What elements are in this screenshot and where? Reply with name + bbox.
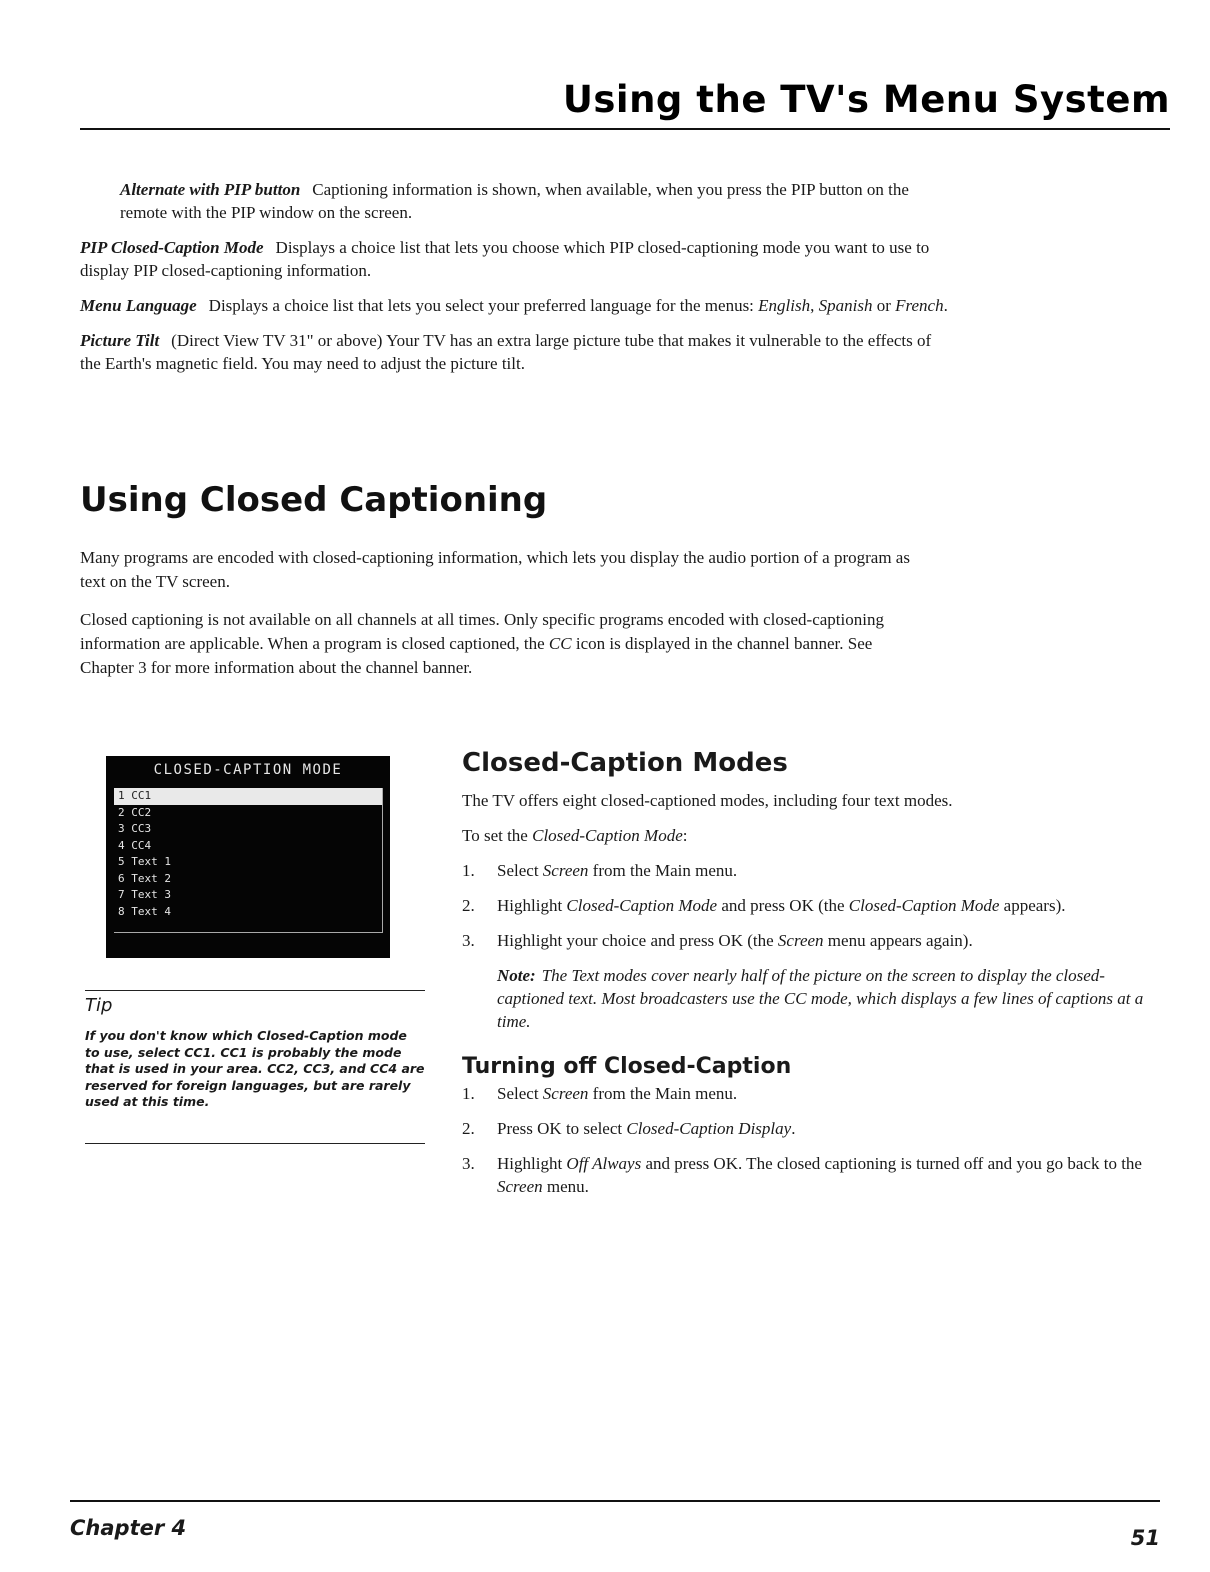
note-text: The Text modes cover nearly half of the picture on the screen to display the closed-captioned text. Most broadcasters use the CC mode, which displays a few lines of captions at a time. [497,966,1144,1031]
language-english: English [758,296,811,315]
page-header [80,78,1170,130]
step-text: menu. [542,1177,589,1196]
menu-title: CLOSED-CAPTION MODE [153,762,343,778]
step-number: 3. [462,1154,475,1173]
menu-item-text2[interactable]: 6 Text 2 [118,871,171,885]
definition-text: Displays a choice list that lets you choose which PIP closed-captioning mode you want to use to display PIP closed-captioning information. [80,238,930,280]
step-term: Screen [542,1084,589,1103]
tip-text: If you don't know which Closed-Caption mode to use, select CC1. CC1 is probably the mode that is used in your area. CC2, CC3, and CC4 are reserved for foreign languages, but are rarely used at this time. [85,1028,425,1109]
menu-item-text3[interactable]: 7 Text 3 [118,888,171,901]
step-term: Screen [542,861,589,880]
step-term: Closed-Caption Mode [848,896,1000,915]
step-text: . [791,1119,796,1138]
step-number: 3. [462,931,475,950]
definition-text: Displays a choice list that lets you select your preferred language for the menus: [208,296,759,315]
modes-note [462,964,1162,1033]
turning-off-steps [462,1082,1162,1198]
paragraph-text: Closed captioning is not available on all channels at all times. Only specific programs encoded with closed-captioning information are applicable. When a program is closed captioned, the [80,610,884,653]
modes-title: Closed-Caption Modes [462,748,788,778]
header-title: Using the TV's Menu System [562,78,1170,121]
definition-alternate-pip [80,178,950,224]
modes-steps [462,859,1162,952]
step-text: appears). [999,896,1066,915]
step-term: Screen [497,1177,543,1196]
term-pip-cc-mode: PIP Closed-Caption Mode [80,238,264,257]
definition-picture-tilt [80,329,950,375]
menu-item-cc2[interactable]: 2 CC2 [118,805,152,819]
modes-set-line [462,824,1162,847]
modes-intro: The TV offers eight closed-captioned modes, including four text modes. [462,791,953,810]
step-term: Closed-Caption Mode [566,896,718,915]
right-column [462,748,1162,1210]
footer-page-number: 51 [1130,1526,1160,1550]
section-title: Using Closed Captioning [80,480,548,520]
language-spanish: Spanish [818,296,873,315]
closed-caption-mode-menu [106,756,390,958]
separator: or [872,296,896,315]
step-number: 1. [462,1084,475,1103]
definition-menu-language [80,294,950,317]
turning-off-step-3 [462,1152,1162,1198]
menu-item-text1[interactable]: 5 Text 1 [118,855,171,868]
menu-list [114,788,383,933]
section-body [80,546,920,694]
step-term: Closed-Caption Display [626,1119,792,1138]
step-term: Off Always [566,1154,642,1173]
step-text: menu appears again). [823,931,973,950]
period: . [943,296,948,315]
note-label: Note: [497,966,536,985]
language-french: French [895,296,944,315]
definition-text: Captioning information is shown, when available, when you press the PIP button on the remote with the PIP window on the screen. [120,180,909,222]
footer-chapter: Chapter 4 [70,1516,187,1540]
term-alternate-pip: Alternate with PIP button [120,180,301,199]
set-mode-term: Closed-Caption Mode [532,826,683,845]
modes-step-3 [462,929,1162,952]
step-text: and press OK (the [717,896,849,915]
set-text: To set the [462,826,533,845]
step-text: from the Main menu. [588,1084,738,1103]
menu-item-text4[interactable]: 8 Text 4 [118,904,171,918]
menu-item-cc3[interactable]: 3 CC3 [118,822,152,835]
term-menu-language: Menu Language [80,296,197,315]
turning-off-title: Turning off Closed-Caption [462,1054,792,1079]
separator: , [810,296,819,315]
page-footer [70,1500,1160,1550]
step-number: 2. [462,1119,475,1138]
menu-item-cc1[interactable]: 1 CC1 [114,788,382,805]
tip-box [85,990,425,1144]
intro-definitions [80,178,950,387]
paragraph-text: icon is displayed in the channel banner. See Chapter 3 for more information about the channel banner. [80,634,873,677]
step-text: and press OK. The closed captioning is turned off and you go back to the [641,1154,1142,1173]
step-text: Press OK to select [497,1119,627,1138]
turning-off-step-2 [462,1117,1162,1140]
step-text: Select [497,861,543,880]
menu-item-cc4[interactable]: 4 CC4 [118,838,152,852]
modes-step-1 [462,859,1162,882]
term-picture-tilt: Picture Tilt [80,331,160,350]
cc-term: CC [548,634,572,653]
tip-title: Tip [85,995,113,1016]
turning-off-step-1 [462,1082,1162,1105]
definition-pip-cc-mode [80,236,950,282]
step-text: Select [497,1084,543,1103]
section-paragraph-2 [80,608,920,680]
step-text: Highlight [497,1154,567,1173]
step-text: Highlight [497,896,567,915]
modes-step-2 [462,894,1162,917]
step-text: from the Main menu. [588,861,738,880]
step-text: Highlight your choice and press OK (the [497,931,778,950]
step-number: 1. [462,861,475,880]
set-colon: : [682,826,688,845]
step-number: 2. [462,896,475,915]
step-term: Screen [777,931,824,950]
definition-text: (Direct View TV 31" or above) Your TV has an extra large picture tube that makes it vulnerable to the effects of the Earth's magnetic field. You may need to adjust the picture tilt. [80,331,932,373]
section-paragraph-1: Many programs are encoded with closed-captioning information, which lets you display the audio portion of a program as text on the TV screen. [80,548,910,591]
